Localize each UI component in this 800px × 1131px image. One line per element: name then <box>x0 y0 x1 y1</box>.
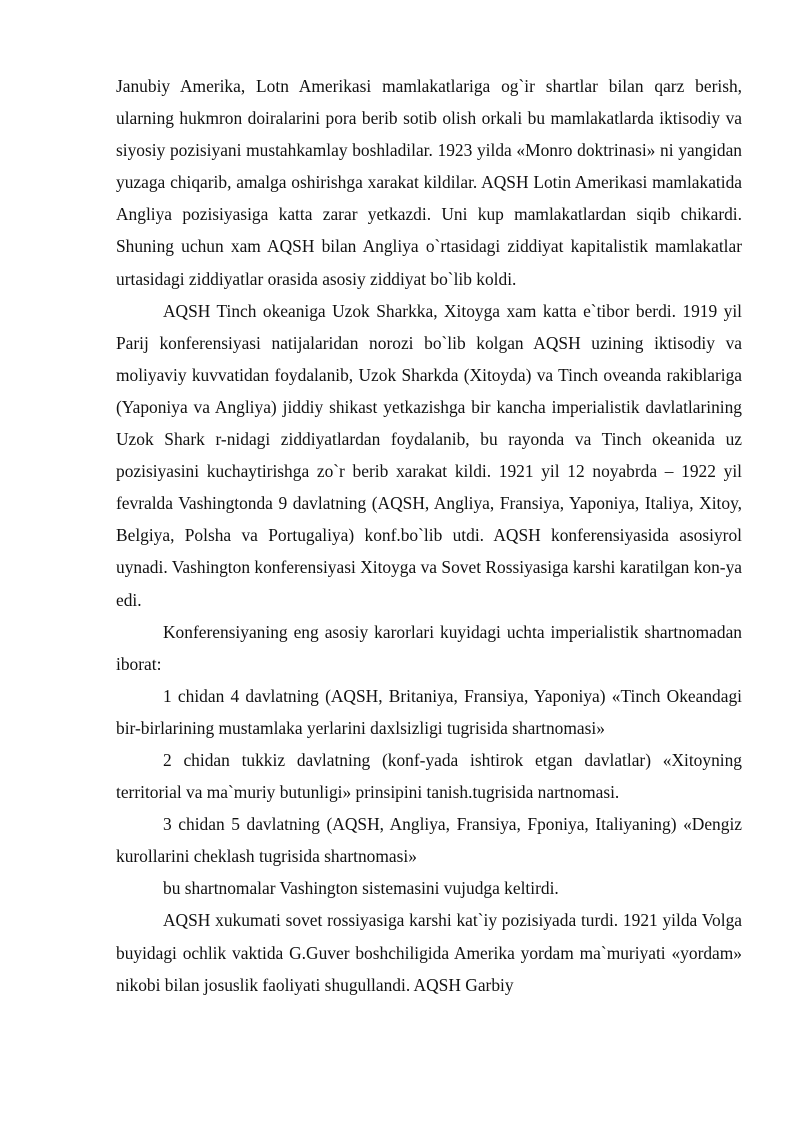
paragraph-8: AQSH xukumati sovet rossiyasiga karshi kat`iy pozisiyada turdi. 1921 yilda Volga buyidagi ochlik vaktida G.Guver boshchiligida Amerika yordam ma`muriyati «yordam» nikobi bilan josuslik faoliyati shugullandi. AQSH Garbiy <box>116 910 742 995</box>
paragraph-3: Konferensiyaning eng asosiy karorlari kuyidagi uchta imperialistik shartnomadan iborat: <box>116 621 742 674</box>
paragraph-6: 3 chidan 5 davlatning (AQSH, Angliya, Fransiya, Fponiya, Italiyaning) «Dengiz kurollarini cheklash tugrisida shartnomasi» <box>116 814 742 867</box>
paragraph-4: 1 chidan 4 davlatning (AQSH, Britaniya, Fransiya, Yaponiya) «Tinch Okeandagi bir-birlarining mustamlaka yerlarini daxlsizligi tugrisida shartnomasi» <box>116 685 742 738</box>
paragraph-2: AQSH Tinch okeaniga Uzok Sharkka, Xitoyga xam katta e`tibor berdi. 1919 yil Parij konferensiyasi natijalaridan norozi bo`lib kolgan AQSH uzining iktisodiy va moliyaviy kuvvatidan foydalanib, Uzok Sharkda (Xitoyda) va Tinch oveanda rakiblariga (Yaponiya va Angliya) jiddiy shikast yetkazishga bir kancha imperialistik davlatlarining Uzok Shark r-nidagi ziddiyatlardan foydalanib, bu rayonda va Tinch okeanida uz pozisiyasini kuchaytirishga zo`r berib xarakat kildi. 1921 yil 12 noyabrda – 1922 yil fevralda Vashingtonda 9 davlatning (AQSH, Angliya, Fransiya, Yaponiya, Italiya, Xitoy, Belgiya, Polsha va Portugaliya) konf.bo`lib utdi. AQSH konferensiyasida asosiyrol uynadi. Vashington konferensiyasi Xitoyga va Sovet Rossiyasiga karshi karatilgan kon-ya edi. <box>116 300 742 610</box>
paragraph-7: bu shartnomalar Vashington sistemasini vujudga keltirdi. <box>163 878 559 899</box>
document-page <box>116 70 742 1001</box>
paragraph-1: Janubiy Amerika, Lotn Amerikasi mamlakatlariga og`ir shartlar bilan qarz berish, ularning hukmron doiralarini pora berib sotib olish orkali bu mamlakatlarda iktisodiy va siyosiy pozisiyani mustahkamlay boshladilar. 1923 yilda «Monro doktrinasi» ni yangidan yuzaga chiqarib, amalga oshirishga xarakat kildilar. AQSH Lotin Amerikasi mamlakatida Angliya pozisiyasiga katta zarar yetkazdi. Uni kup mamlakatlardan siqib chikardi. Shuning uchun xam AQSH bilan Angliya o`rtasidagi ziddiyat kapitalistik mamlakatlar urtasidagi ziddiyatlar orasida asosiy ziddiyat bo`lib koldi. <box>116 76 742 289</box>
paragraph-5: 2 chidan tukkiz davlatning (konf-yada ishtirok etgan davlatlar) «Xitoyning territorial va ma`muriy butunligi» prinsipini tanish.tugrisida nartnomasi. <box>116 749 742 803</box>
